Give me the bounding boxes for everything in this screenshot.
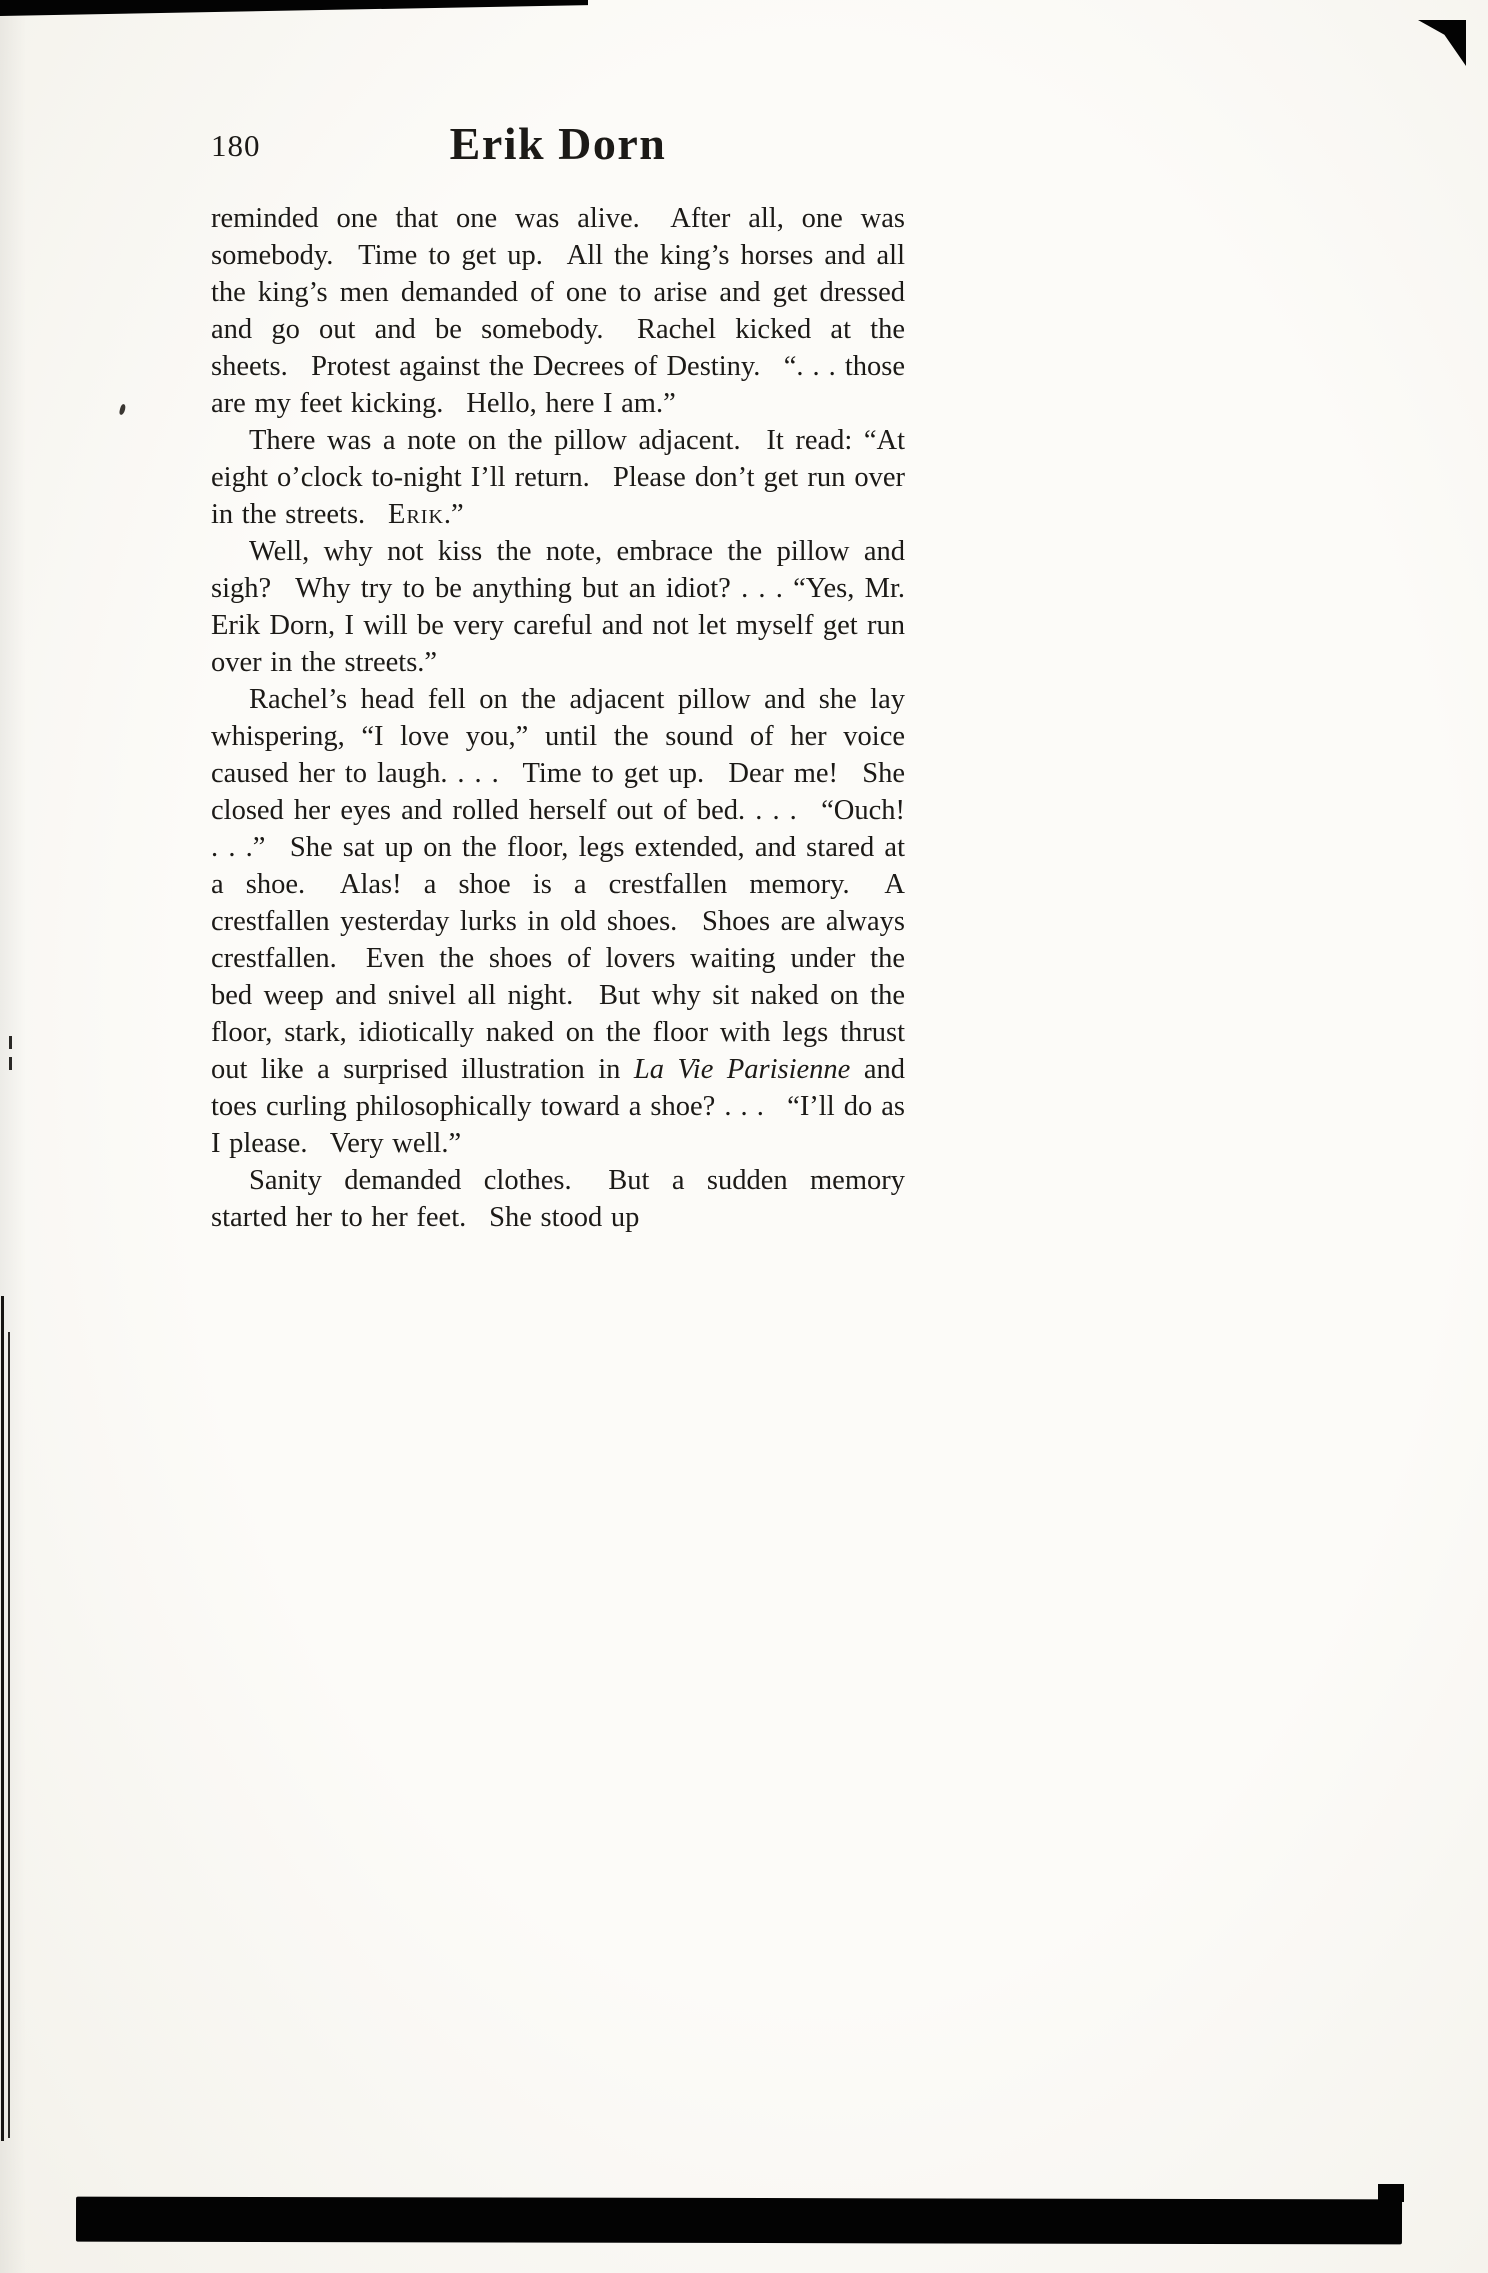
scan-artifact-margin-speck [119, 404, 127, 416]
scan-artifact-top-bar [0, 0, 588, 16]
text-segment: Rachel’s head fell on the adjacent pillow and she lay whispering, “I love you,” until the sound of her voice caused her to laugh. . . . Time to get up. Dear me! She closed her eyes and rolled herself out of bed. . . . “Ouch! . . .” She sat up on the floor, legs extended, and stared at a shoe. Alas! a shoe is a crestfallen memory. A crestfallen yesterday lurks in old shoes. Shoes are always crestfallen. Even the shoes of lovers waiting under the bed weep and snivel all night. But why sit naked on the floor, stark, idiotically naked on the floor with legs thrust out like a surprised illustration in [211, 684, 905, 1085]
text-block [211, 200, 905, 1236]
paragraph [211, 1162, 905, 1236]
text-segment: There was a note on the pillow adjacent. It read: “At eight o’clock to-night I’ll return. Please don’t get run over in the streets. [211, 425, 905, 530]
text-segment: Erik [388, 499, 444, 530]
running-title: Erik Dorn [449, 118, 667, 169]
scan-artifact-bottom-bar-step [1378, 2184, 1404, 2202]
scan-artifact-bottom-bar [76, 2197, 1402, 2245]
scan-artifact-corner-mark [1418, 20, 1466, 66]
paragraph [211, 533, 905, 681]
text-segment: Sanity demanded clothes. But a sudden memory started her to her feet. She stood up [211, 1165, 905, 1233]
text-segment: La Vie Parisienne [633, 1054, 851, 1085]
text-segment: Well, why not kiss the note, embrace the pillow and sigh? Why try to be anything but an idiot? . . . “Yes, Mr. Erik Dorn, I will be very careful and not let myself get run over in the streets.” [211, 536, 905, 678]
paragraph [211, 200, 905, 422]
scan-artifact-left-line [1, 1296, 4, 2141]
page-number: 180 [211, 128, 261, 163]
scan-artifact-left-line [8, 1332, 10, 2138]
paragraph [211, 422, 905, 533]
text-segment: reminded one that one was alive. After all, one was somebody. Time to get up. All the king’s horses and all the king’s men demanded of one to arise and get dressed and go out and be somebody. Rachel kicked at the sheets. Protest against the Decrees of Destiny. “. . . those are my feet kicking. Hello, here I am.” [211, 203, 905, 419]
paragraph [211, 681, 905, 1162]
scan-artifact-left-tick [9, 1036, 12, 1049]
text-segment: .” [443, 499, 464, 530]
text-segment: and toes curling philosophically toward a shoe? . . . “I’ll do as I please. Very well.” [211, 1054, 905, 1159]
scan-artifact-left-tick [9, 1057, 12, 1070]
page-header [211, 110, 905, 170]
